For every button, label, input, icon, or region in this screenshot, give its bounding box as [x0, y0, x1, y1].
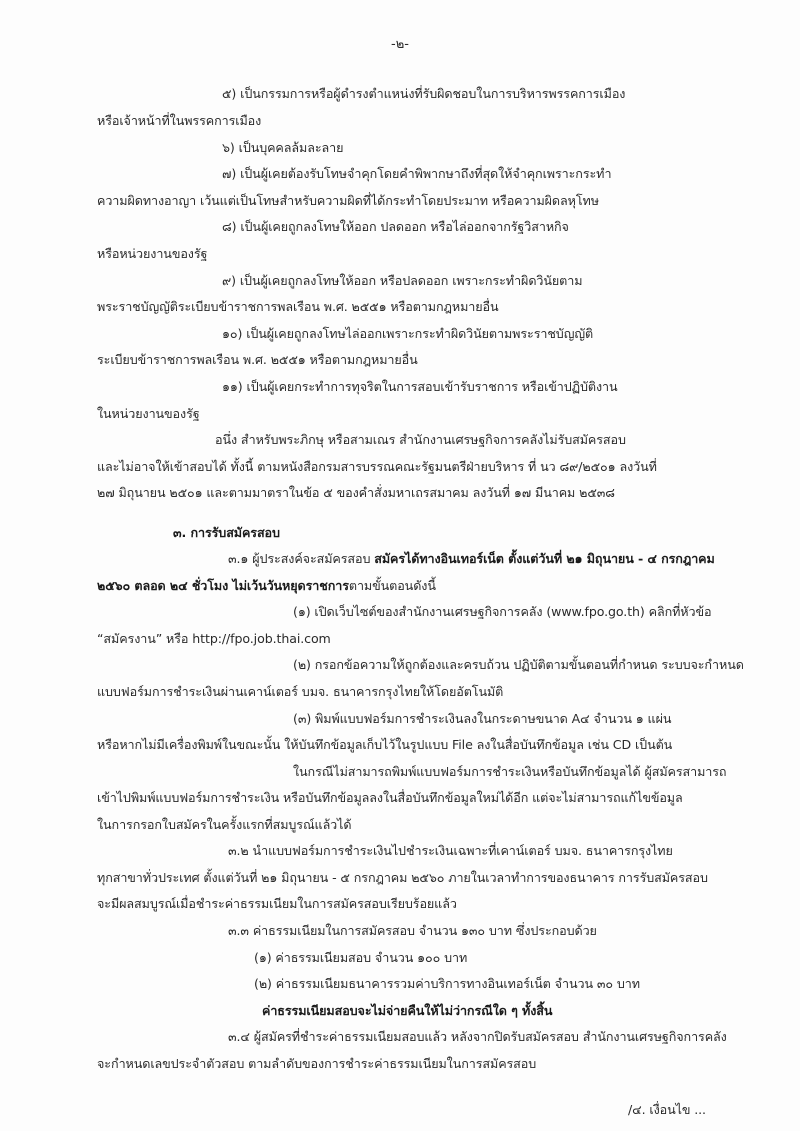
continuation-marker: /๔. เงื่อนไข ... — [628, 1102, 706, 1117]
monk-note-line-2: และไม่อาจให้เข้าสอบได้ ทั้งนี้ ตามหนังสือกรมสารบรรณคณะรัฐมนตรีฝ่ายบริหาร ที่ นว ๘๙/๒๕๐๑ ลงวันที่ — [97, 459, 657, 474]
section-3-3-line-1: ๓.๓ ค่าธรรมเนียมในการสมัครสอบ จำนวน ๑๓๐ บาท ซึ่งประกอบด้วย — [228, 923, 597, 938]
step-3-line-4: เข้าไปพิมพ์แบบฟอร์มการชำระเงิน หรือบันทึกข้อมูลลงในสื่อบันทึกข้อมูลใหม่ได้อีก แต่จะไม่สามารถแก้ไขข้อมูล — [97, 790, 683, 805]
page-number: -๒- — [391, 37, 409, 52]
item-9-line-2: พระราชบัญญัติระเบียบข้าราชการพลเรือน พ.ศ. ๒๕๕๑ หรือตามกฎหมายอื่น — [97, 299, 499, 314]
section-3-heading: ๓. การรับสมัครสอบ — [173, 525, 280, 540]
item-6: ๖) เป็นบุคคลล้มละลาย — [222, 140, 344, 155]
no-refund-note: ค่าธรรมเนียมสอบจะไม่จ่ายคืนให้ไม่ว่ากรณีใด ๆ ทั้งสิ้น — [262, 1003, 553, 1018]
item-11-line-2: ในหน่วยงานของรัฐ — [97, 406, 200, 421]
step-3-line-5: ในการกรอกใบสมัครในครั้งแรกที่สมบูรณ์แล้วได้ — [97, 817, 352, 832]
step-1-line-1: (๑) เปิดเว็บไซต์ของสำนักงานเศรษฐกิจการคลัง (www.fpo.go.th) คลิกที่หัวข้อ — [293, 604, 712, 619]
item-8-line-1: ๘) เป็นผู้เคยถูกลงโทษให้ออก ปลดออก หรือไล่ออกจากรัฐวิสาหกิจ — [222, 219, 569, 234]
item-8-line-2: หรือหน่วยงานของรัฐ — [97, 246, 208, 261]
section-3-2-line-3: จะมีผลสมบูรณ์เมื่อชำระค่าธรรมเนียมในการสมัครสอบเรียบร้อยแล้ว — [97, 896, 457, 911]
item-9-line-1: ๙) เป็นผู้เคยถูกลงโทษให้ออก หรือปลดออก เพราะกระทำผิดวินัยตาม — [222, 273, 583, 288]
monk-note-line-1: อนึ่ง สำหรับพระภิกษุ หรือสามเณร สำนักงานเศรษฐกิจการคลังไม่รับสมัครสอบ — [215, 432, 626, 447]
section-3-1-line-2-rest: ตามขั้นตอนดังนี้ — [348, 578, 436, 593]
fee-item-2: (๒) ค่าธรรมเนียมธนาคารรวมค่าบริการทางอินเทอร์เน็ต จำนวน ๓๐ บาท — [254, 976, 640, 991]
section-3-1-bold: สมัครได้ทางอินเทอร์เน็ต ตั้งแต่วันที่ ๒๑ มิถุนายน - ๔ กรกฎาคม — [374, 551, 715, 566]
monk-note-line-3: ๒๗ มิถุนายน ๒๕๐๑ และตามมาตราในข้อ ๕ ของคำสั่งมหาเถรสมาคม ลงวันที่ ๑๗ มีนาคม ๒๕๓๘ — [97, 485, 615, 500]
section-3-1-prefix: ๓.๑ ผู้ประสงค์จะสมัครสอบ — [228, 551, 375, 566]
item-7-line-2: ความผิดทางอาญา เว้นแต่เป็นโทษสำหรับความผิดที่ได้กระทำโดยประมาท หรือความผิดลหุโทษ — [97, 193, 599, 208]
item-5-line-2: หรือเจ้าหน้าที่ในพรรคการเมือง — [97, 113, 262, 128]
step-3-line-3: ในกรณีไม่สามารถพิมพ์แบบฟอร์มการชำระเงินหรือบันทึกข้อมูลได้ ผู้สมัครสามารถ — [293, 764, 727, 779]
fee-item-1: (๑) ค่าธรรมเนียมสอบ จำนวน ๑๐๐ บาท — [254, 950, 468, 965]
section-3-4-line-2: จะกำหนดเลขประจำตัวสอบ ตามลำดับของการชำระค่าธรรมเนียมในการสมัครสอบ — [97, 1056, 537, 1071]
item-10-line-2: ระเบียบข้าราชการพลเรือน พ.ศ. ๒๕๕๑ หรือตามกฎหมายอื่น — [97, 352, 418, 367]
section-3-1-line-1 — [228, 549, 715, 569]
section-3-2-line-1: ๓.๒ นำแบบฟอร์มการชำระเงินไปชำระเงินเฉพาะที่เคาน์เตอร์ บมจ. ธนาคารกรุงไทย — [228, 843, 673, 858]
step-3-line-1: (๓) พิมพ์แบบฟอร์มการชำระเงินลงในกระดาษขนาด A๔ จำนวน ๑ แผ่น — [293, 711, 672, 726]
item-7-line-1: ๗) เป็นผู้เคยต้องรับโทษจำคุกโดยคำพิพากษาถึงที่สุดให้จำคุกเพราะกระทำ — [222, 166, 612, 181]
section-3-1-line-2-bold: ๒๕๖๐ ตลอด ๒๔ ชั่วโมง ไม่เว้นวันหยุดราชการ — [97, 578, 349, 593]
item-5-line-1: ๕) เป็นกรรมการหรือผู้ดำรงตำแหน่งที่รับผิดชอบในการบริหารพรรคการเมือง — [222, 86, 626, 101]
section-3-4-line-1: ๓.๔ ผู้สมัครที่ชำระค่าธรรมเนียมสอบแล้ว หลังจากปิดรับสมัครสอบ สำนักงานเศรษฐกิจการคลัง — [228, 1029, 727, 1044]
item-11-line-1: ๑๑) เป็นผู้เคยกระทำการทุจริตในการสอบเข้ารับราชการ หรือเข้าปฏิบัติงาน — [222, 379, 618, 394]
step-1-line-2: “สมัครงาน” หรือ http://fpo.job.thai.com — [97, 631, 331, 646]
item-10-line-1: ๑๐) เป็นผู้เคยถูกลงโทษไล่ออกเพราะกระทำผิดวินัยตามพระราชบัญญัติ — [222, 326, 594, 341]
step-2-line-2: แบบฟอร์มการชำระเงินผ่านเคาน์เตอร์ บมจ. ธนาคารกรุงไทยให้โดยอัตโนมัติ — [97, 684, 504, 699]
step-2-line-1: (๒) กรอกข้อความให้ถูกต้องและครบถ้วน ปฏิบัติตามขั้นตอนที่กำหนด ระบบจะกำหนด — [293, 657, 744, 672]
step-3-line-2: หรือหากไม่มีเครื่องพิมพ์ในขณะนั้น ให้บันทึกข้อมูลเก็บไว้ในรูปแบบ File ลงในสื่อบันทึกข้อมูล เช่น CD เป็นต้น — [97, 737, 673, 752]
section-3-2-line-2: ทุกสาขาทั่วประเทศ ตั้งแต่วันที่ ๒๑ มิถุนายน - ๕ กรกฎาคม ๒๕๖๐ ภายในเวลาทำการของธนาคาร การรับสมัครสอบ — [97, 870, 708, 885]
section-3-1-line-2 — [97, 576, 436, 596]
